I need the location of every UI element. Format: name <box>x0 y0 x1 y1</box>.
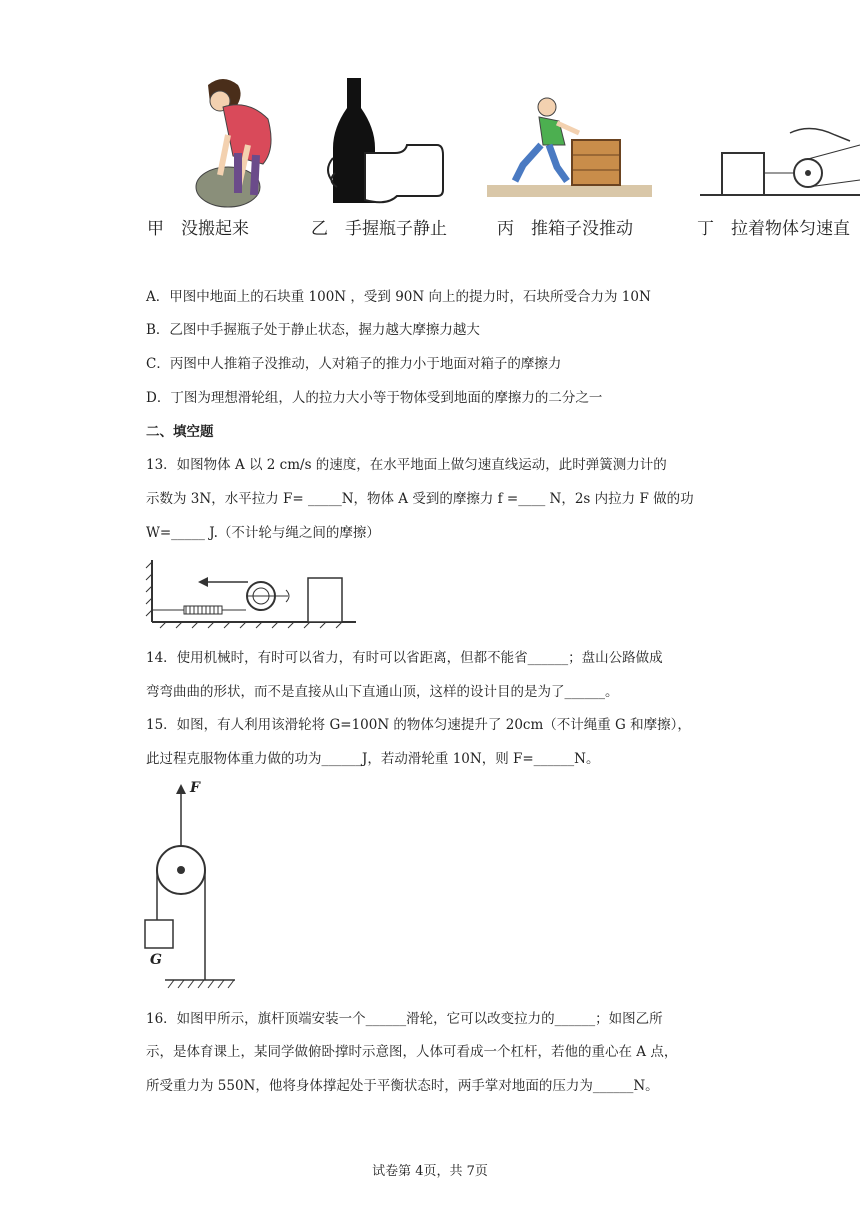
caption-bing: 丙 推箱子没推动 <box>497 219 633 239</box>
figure-bing-pushing-box <box>487 95 652 200</box>
q15-line-2: 此过程克服物体重力做的功为______J，若动滑轮重 10N，则 F=______N。 <box>146 751 600 767</box>
page-footer: 试卷第 4页，共 7页 <box>372 1164 488 1179</box>
q15-label-f: F <box>190 780 200 796</box>
q15-label-g: G <box>150 952 162 968</box>
option-c: C．丙图中人推箱子没推动，人对箱子的推力小于地面对箱子的摩擦力 <box>146 356 562 372</box>
q16-line-2: 示，是体育课上，某同学做俯卧撑时示意图，人体可看成一个杠杆，若他的重心在 A 点， <box>146 1044 678 1060</box>
option-d: D．丁图为理想滑轮组，人的拉力大小等于物体受到地面的摩擦力的二分之一 <box>146 390 603 406</box>
figure-ding-pulley-system <box>700 125 860 200</box>
q16-line-3: 所受重力为 550N，他将身体撑起处于平衡状态时，两手掌对地面的压力为______N。 <box>146 1078 659 1094</box>
q14-line-1: 14．使用机械时，有时可以省力，有时可以省距离，但都不能省______；盘山公路做成 <box>146 650 663 666</box>
caption-ding: 丁 拉着物体匀速直 <box>697 219 850 239</box>
q13-figure-spring-pulley <box>146 560 356 630</box>
q15-line-1: 15．如图，有人利用该滑轮将 G=100N 的物体匀速提升了 20cm（不计绳重 G 和摩擦）， <box>146 717 691 733</box>
option-a: A．甲图中地面上的石块重 100N ，受到 90N 向上的提力时，石块所受合力为 10N <box>146 289 651 305</box>
option-b: B．乙图中手握瓶子处于静止状态，握力越大摩擦力越大 <box>146 322 480 338</box>
section-title: 二、填空题 <box>146 424 214 440</box>
q13-line-1: 13．如图物体 A 以 2 cm/s 的速度，在水平地面上做匀速直线运动，此时弹簧测力计的 <box>146 457 667 473</box>
q14-line-2: 弯弯曲曲的形状，而不是直接从山下直通山顶，这样的设计目的是为了______。 <box>146 684 619 700</box>
q13-line-2: 示数为 3N，水平拉力 F= _____N，物体 A 受到的摩擦力 f =____ N，2s 内拉力 F 做的功 <box>146 491 694 507</box>
q13-line-3: W=_____ J.（不计轮与绳之间的摩擦） <box>146 525 380 541</box>
figure-yi-hand-holding-bottle <box>325 78 445 208</box>
caption-jia: 甲 没搬起来 <box>147 219 249 239</box>
q16-line-1: 16．如图甲所示，旗杆顶端安装一个______滑轮，它可以改变拉力的______；如图乙所 <box>146 1011 663 1027</box>
figure-jia-person-lifting-stone <box>168 75 278 205</box>
caption-yi: 乙 手握瓶子静止 <box>311 219 447 239</box>
